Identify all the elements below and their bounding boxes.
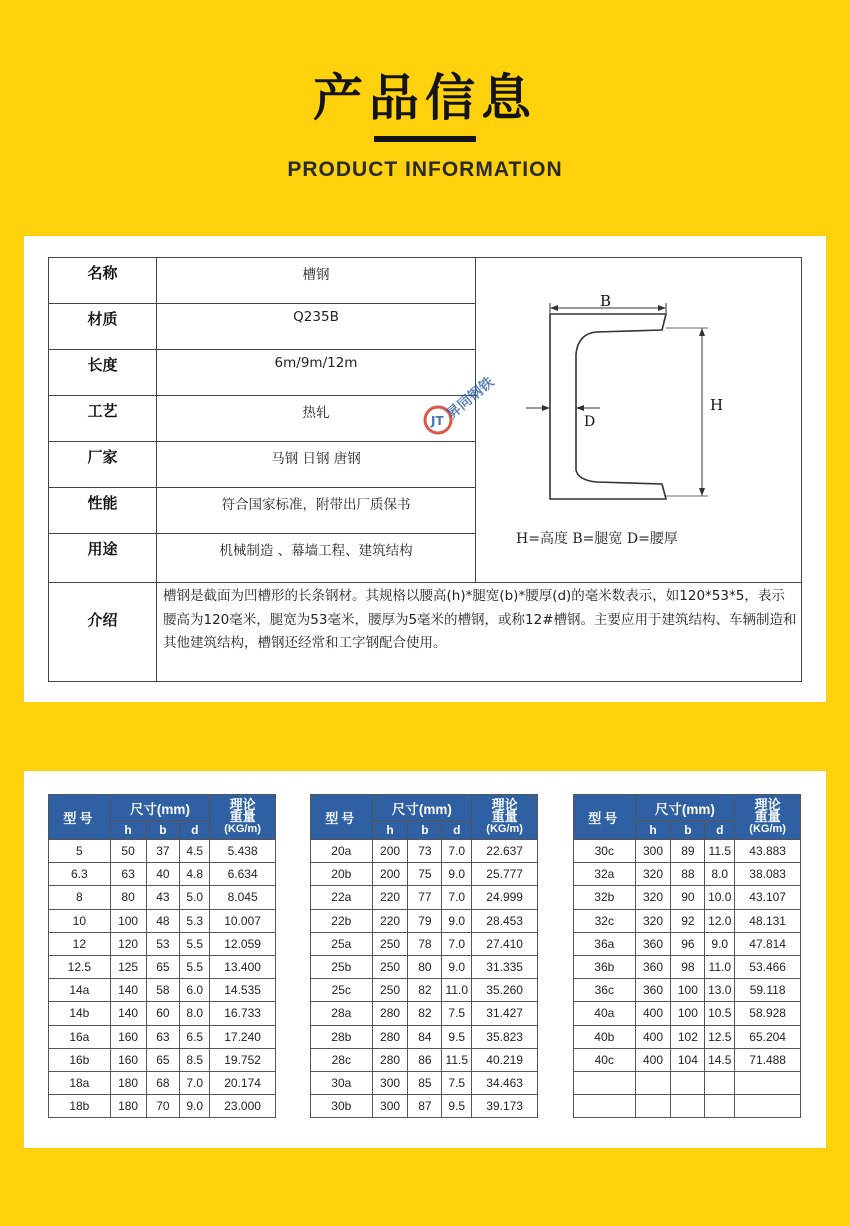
table-cell: 16a: [49, 1025, 111, 1048]
table-cell: 10.0: [705, 886, 735, 909]
table-cell: 20.174: [210, 1071, 276, 1094]
table-cell: 65: [146, 955, 180, 978]
table-cell: 360: [635, 955, 671, 978]
info-label: 性能: [49, 488, 157, 533]
table-cell: 140: [110, 979, 146, 1002]
table-cell: 25c: [311, 979, 373, 1002]
table-cell: 78: [408, 932, 442, 955]
table-cell: 30c: [574, 840, 636, 863]
info-label: 用途: [49, 534, 157, 582]
table-cell: 8.045: [210, 886, 276, 909]
table-cell: 250: [372, 955, 408, 978]
table-cell: 6.634: [210, 863, 276, 886]
info-row-performance: [49, 488, 475, 534]
info-value: 马钢 日钢 唐钢: [271, 451, 361, 467]
table-row: [49, 1048, 276, 1071]
table-row: [574, 932, 801, 955]
table-cell: 31.427: [472, 1002, 538, 1025]
table-cell: 300: [372, 1095, 408, 1118]
title-underline: [374, 136, 476, 142]
table-row: [311, 1025, 538, 1048]
table-cell: 6.3: [49, 863, 111, 886]
table-cell: 48: [146, 909, 180, 932]
diagram-legend: H=高度 B=腿宽 D=腰厚: [516, 531, 678, 547]
table-cell: 11.5: [442, 1048, 472, 1071]
table-cell: 39.173: [472, 1095, 538, 1118]
table-cell: 36b: [574, 955, 636, 978]
product-info-table: [48, 257, 802, 682]
table-cell: 100: [110, 909, 146, 932]
col-header-b: b: [146, 821, 180, 840]
table-cell: 5: [49, 840, 111, 863]
table-cell: 40: [146, 863, 180, 886]
table-row: [574, 979, 801, 1002]
table-cell: 9.5: [442, 1095, 472, 1118]
table-cell: 80: [110, 886, 146, 909]
table-cell: 75: [408, 863, 442, 886]
table-row: [311, 1048, 538, 1071]
table-cell: 37: [146, 840, 180, 863]
table-row: [574, 886, 801, 909]
table-cell: 28.453: [472, 909, 538, 932]
table-cell: 20a: [311, 840, 373, 863]
table-cell: 100: [671, 1002, 705, 1025]
page-title: 产品信息: [313, 69, 537, 127]
table-row: [49, 840, 276, 863]
watermark-text: 昇同钢铁: [443, 374, 498, 423]
table-cell: 7.0: [442, 932, 472, 955]
table-cell: 400: [635, 1048, 671, 1071]
table-row: [49, 1002, 276, 1025]
spec-table: [310, 794, 538, 1118]
product-info-card: [24, 236, 826, 702]
table-row: [49, 886, 276, 909]
divider: [49, 582, 801, 583]
table-cell: 4.8: [180, 863, 210, 886]
table-cell: 23.000: [210, 1095, 276, 1118]
table-cell: 280: [372, 1025, 408, 1048]
table-cell: 73: [408, 840, 442, 863]
info-value: 热轧: [302, 405, 330, 421]
table-cell: 11.0: [705, 955, 735, 978]
table-cell: 43.883: [735, 840, 801, 863]
table-cell: 98: [671, 955, 705, 978]
table-cell: 9.0: [442, 909, 472, 932]
spec-card: [24, 771, 826, 1148]
table-cell: 5.3: [180, 909, 210, 932]
table-cell: 34.463: [472, 1071, 538, 1094]
table-cell: 82: [408, 1002, 442, 1025]
table-cell: [574, 1071, 636, 1094]
table-cell: 400: [635, 1002, 671, 1025]
table-cell: 250: [372, 932, 408, 955]
weight-line2: 重量: [754, 809, 781, 824]
info-value: 机械制造 、幕墙工程、建筑结构: [219, 543, 413, 559]
table-row: [574, 1048, 801, 1071]
table-cell: 22.637: [472, 840, 538, 863]
table-row: [49, 1071, 276, 1094]
info-row-length: [49, 350, 475, 396]
table-row: [574, 1095, 801, 1118]
table-cell: 320: [635, 886, 671, 909]
info-row-name: [49, 258, 475, 304]
col-header-model: 型号: [574, 795, 636, 840]
col-header-weight: [735, 795, 801, 840]
table-row: [311, 979, 538, 1002]
table-cell: 96: [671, 932, 705, 955]
col-header-h: h: [110, 821, 146, 840]
col-header-model: 型号: [311, 795, 373, 840]
table-cell: 10.007: [210, 909, 276, 932]
table-cell: 360: [635, 932, 671, 955]
table-cell: [671, 1071, 705, 1094]
table-cell: 79: [408, 909, 442, 932]
col-header-d: d: [705, 821, 735, 840]
table-cell: 60: [146, 1002, 180, 1025]
table-cell: 9.0: [442, 863, 472, 886]
table-cell: 14.535: [210, 979, 276, 1002]
table-cell: 6.0: [180, 979, 210, 1002]
table-cell: 85: [408, 1071, 442, 1094]
table-cell: 13.0: [705, 979, 735, 1002]
table-cell: 12.5: [49, 955, 111, 978]
table-cell: 30a: [311, 1071, 373, 1094]
table-cell: 53: [146, 932, 180, 955]
table-cell: 59.118: [735, 979, 801, 1002]
info-row-usage: [49, 534, 475, 582]
table-cell: 7.0: [442, 886, 472, 909]
table-cell: [574, 1095, 636, 1118]
table-cell: 92: [671, 909, 705, 932]
table-row: [49, 955, 276, 978]
table-cell: 13.400: [210, 955, 276, 978]
table-cell: 47.814: [735, 932, 801, 955]
table-cell: 12.5: [705, 1025, 735, 1048]
info-label: 长度: [49, 350, 157, 395]
table-cell: 25b: [311, 955, 373, 978]
table-cell: 7.0: [180, 1071, 210, 1094]
table-row: [49, 1095, 276, 1118]
label-b: B: [600, 292, 612, 310]
table-cell: 102: [671, 1025, 705, 1048]
table-row: [49, 909, 276, 932]
table-cell: 9.0: [180, 1095, 210, 1118]
col-header-model: 型号: [49, 795, 111, 840]
table-cell: 7.0: [442, 840, 472, 863]
table-cell: 7.5: [442, 1071, 472, 1094]
table-cell: 32b: [574, 886, 636, 909]
table-row: [311, 1071, 538, 1094]
col-header-d: d: [180, 821, 210, 840]
table-cell: 24.999: [472, 886, 538, 909]
table-cell: 63: [146, 1025, 180, 1048]
table-row: [311, 955, 538, 978]
table-cell: 53.466: [735, 955, 801, 978]
table-cell: 160: [110, 1025, 146, 1048]
info-row-process: [49, 396, 475, 442]
table-cell: 65: [146, 1048, 180, 1071]
table-cell: 320: [635, 909, 671, 932]
table-cell: 80: [408, 955, 442, 978]
table-cell: 9.0: [705, 932, 735, 955]
table-cell: 40.219: [472, 1048, 538, 1071]
table-cell: 40c: [574, 1048, 636, 1071]
info-value: Q235B: [293, 309, 339, 325]
table-row: [49, 932, 276, 955]
table-cell: 28b: [311, 1025, 373, 1048]
table-cell: 9.0: [442, 955, 472, 978]
table-cell: 40b: [574, 1025, 636, 1048]
table-cell: 20b: [311, 863, 373, 886]
table-cell: 90: [671, 886, 705, 909]
table-cell: 300: [635, 840, 671, 863]
table-cell: 220: [372, 886, 408, 909]
table-cell: 10: [49, 909, 111, 932]
table-cell: 120: [110, 932, 146, 955]
col-header-b: b: [408, 821, 442, 840]
table-cell: 180: [110, 1071, 146, 1094]
table-cell: 82: [408, 979, 442, 1002]
table-cell: 77: [408, 886, 442, 909]
table-cell: 22a: [311, 886, 373, 909]
weight-line1: 理论: [491, 797, 518, 812]
table-cell: 58.928: [735, 1002, 801, 1025]
table-cell: 43: [146, 886, 180, 909]
label-h: H: [710, 396, 724, 414]
table-cell: 19.752: [210, 1048, 276, 1071]
table-cell: 200: [372, 840, 408, 863]
table-cell: 5.5: [180, 955, 210, 978]
info-value: 槽钢: [302, 267, 330, 283]
table-cell: 11.0: [442, 979, 472, 1002]
col-header-weight: [472, 795, 538, 840]
info-label: 名称: [49, 258, 157, 303]
table-cell: 5.5: [180, 932, 210, 955]
col-header-size: 尺寸(mm): [110, 795, 210, 821]
table-cell: 280: [372, 1002, 408, 1025]
table-row: [574, 1071, 801, 1094]
table-row: [311, 932, 538, 955]
weight-unit: (KG/m): [486, 823, 523, 835]
table-cell: 400: [635, 1025, 671, 1048]
table-cell: [735, 1095, 801, 1118]
table-cell: 22b: [311, 909, 373, 932]
table-cell: [735, 1071, 801, 1094]
table-cell: 16.733: [210, 1002, 276, 1025]
table-cell: 35.260: [472, 979, 538, 1002]
table-cell: 84: [408, 1025, 442, 1048]
table-cell: 70: [146, 1095, 180, 1118]
table-cell: 35.823: [472, 1025, 538, 1048]
page-subtitle: PRODUCT INFORMATION: [287, 158, 563, 181]
table-cell: 220: [372, 909, 408, 932]
table-cell: 8.5: [180, 1048, 210, 1071]
table-cell: 36c: [574, 979, 636, 1002]
table-cell: 100: [671, 979, 705, 1002]
table-cell: [635, 1071, 671, 1094]
table-cell: 4.5: [180, 840, 210, 863]
table-cell: 11.5: [705, 840, 735, 863]
table-cell: 30b: [311, 1095, 373, 1118]
table-cell: 86: [408, 1048, 442, 1071]
table-cell: 6.5: [180, 1025, 210, 1048]
table-cell: 8.0: [705, 863, 735, 886]
weight-line1: 理论: [229, 797, 256, 812]
table-cell: 71.488: [735, 1048, 801, 1071]
channel-profile-shape: [550, 314, 666, 499]
table-row: [574, 863, 801, 886]
table-row: [311, 1002, 538, 1025]
info-value: 符合国家标准，附带出厂质保书: [221, 497, 411, 513]
table-cell: 43.107: [735, 886, 801, 909]
table-cell: 28c: [311, 1048, 373, 1071]
table-cell: 12.059: [210, 932, 276, 955]
intro-label: 介绍: [49, 583, 157, 682]
table-cell: 5.0: [180, 886, 210, 909]
table-cell: 180: [110, 1095, 146, 1118]
col-header-h: h: [372, 821, 408, 840]
table-cell: 14b: [49, 1002, 111, 1025]
table-cell: 18a: [49, 1071, 111, 1094]
table-row: [574, 955, 801, 978]
table-row: [574, 909, 801, 932]
table-cell: 160: [110, 1048, 146, 1071]
table-cell: 68: [146, 1071, 180, 1094]
col-header-size: 尺寸(mm): [372, 795, 472, 821]
table-cell: 63: [110, 863, 146, 886]
channel-section-diagram: [431, 258, 802, 582]
table-cell: 28a: [311, 1002, 373, 1025]
table-cell: 88: [671, 863, 705, 886]
col-header-weight: [210, 795, 276, 840]
table-cell: 48.131: [735, 909, 801, 932]
table-cell: 50: [110, 840, 146, 863]
info-label: 材质: [49, 304, 157, 349]
info-row-manufacturer: [49, 442, 475, 488]
table-cell: 58: [146, 979, 180, 1002]
table-row: [574, 840, 801, 863]
table-row: [49, 1025, 276, 1048]
table-cell: 12: [49, 932, 111, 955]
table-row: [311, 909, 538, 932]
weight-line1: 理论: [754, 797, 781, 812]
info-row-material: [49, 304, 475, 350]
table-row: [311, 1095, 538, 1118]
label-d: D: [584, 414, 596, 430]
spec-table: [48, 794, 276, 1118]
table-cell: [705, 1095, 735, 1118]
table-cell: 32a: [574, 863, 636, 886]
table-cell: 104: [671, 1048, 705, 1071]
weight-unit: (KG/m): [749, 823, 786, 835]
weight-line2: 重量: [229, 809, 256, 824]
weight-unit: (KG/m): [224, 823, 261, 835]
col-header-b: b: [671, 821, 705, 840]
table-cell: 320: [635, 863, 671, 886]
table-row: [574, 1025, 801, 1048]
table-cell: [635, 1095, 671, 1118]
table-cell: 32c: [574, 909, 636, 932]
table-cell: 25a: [311, 932, 373, 955]
col-header-size: 尺寸(mm): [635, 795, 735, 821]
table-cell: 27.410: [472, 932, 538, 955]
col-header-h: h: [635, 821, 671, 840]
intro-text: 槽钢是截面为凹槽形的长条钢材。其规格以腰高(h)*腿宽(b)*腰厚(d)的毫米数表示，如120*53*5，表示腰高为120毫米，腿宽为53毫米，腰厚为5毫米的槽钢，或称12#槽钢。主要应用于建筑结构、车辆制造和其他建筑结构，槽钢还经常和工字钢配合使用。: [163, 588, 797, 651]
table-cell: 140: [110, 1002, 146, 1025]
table-cell: 36a: [574, 932, 636, 955]
table-row: [574, 1002, 801, 1025]
table-cell: 89: [671, 840, 705, 863]
table-cell: 65.204: [735, 1025, 801, 1048]
table-cell: 8: [49, 886, 111, 909]
info-label: 工艺: [49, 396, 157, 441]
table-row: [311, 886, 538, 909]
table-row: [311, 863, 538, 886]
table-cell: 87: [408, 1095, 442, 1118]
table-cell: 9.5: [442, 1025, 472, 1048]
table-cell: 5.438: [210, 840, 276, 863]
table-cell: [705, 1071, 735, 1094]
info-value: 6m/9m/12m: [274, 355, 358, 371]
table-cell: 14.5: [705, 1048, 735, 1071]
table-cell: [671, 1095, 705, 1118]
table-cell: 360: [635, 979, 671, 1002]
table-cell: 200: [372, 863, 408, 886]
col-header-d: d: [442, 821, 472, 840]
table-cell: 25.777: [472, 863, 538, 886]
table-cell: 40a: [574, 1002, 636, 1025]
table-cell: 125: [110, 955, 146, 978]
table-cell: 7.5: [442, 1002, 472, 1025]
table-row: [311, 840, 538, 863]
table-cell: 38.083: [735, 863, 801, 886]
table-cell: 14a: [49, 979, 111, 1002]
table-cell: 16b: [49, 1048, 111, 1071]
table-cell: 300: [372, 1071, 408, 1094]
table-cell: 12.0: [705, 909, 735, 932]
table-cell: 31.335: [472, 955, 538, 978]
table-cell: 8.0: [180, 1002, 210, 1025]
table-cell: 250: [372, 979, 408, 1002]
table-cell: 10.5: [705, 1002, 735, 1025]
spec-table: [573, 794, 801, 1118]
table-row: [49, 979, 276, 1002]
table-row: [49, 863, 276, 886]
weight-line2: 重量: [491, 809, 518, 824]
table-cell: 18b: [49, 1095, 111, 1118]
svg-text:JT: JT: [431, 414, 444, 428]
table-cell: 280: [372, 1048, 408, 1071]
info-label: 厂家: [49, 442, 157, 487]
table-cell: 17.240: [210, 1025, 276, 1048]
